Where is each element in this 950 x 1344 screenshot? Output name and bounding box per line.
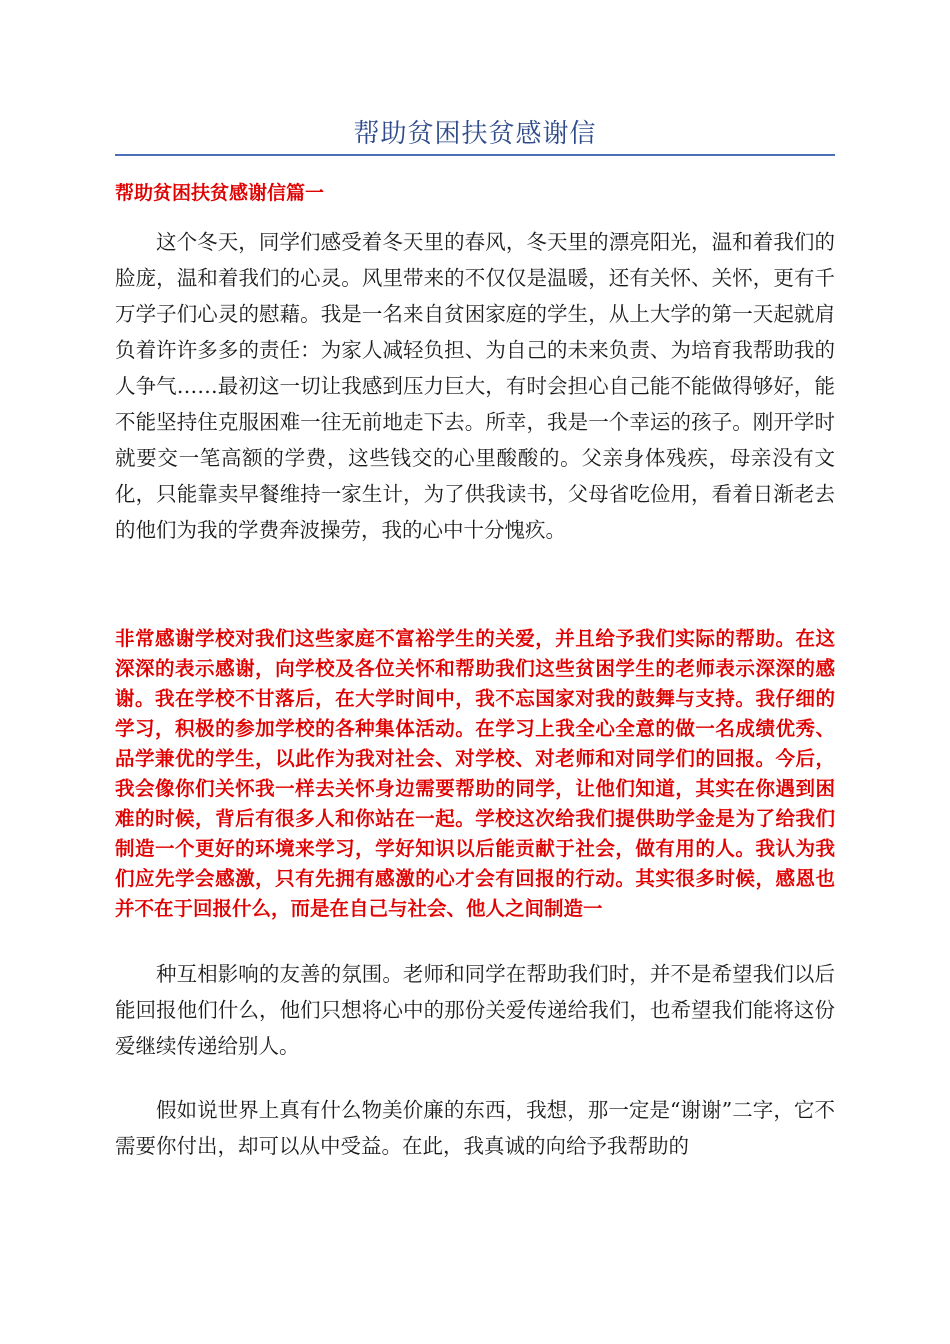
highlighted-paragraph: 非常感谢学校对我们这些家庭不富裕学生的关爱，并且给予我们实际的帮助。在这深深的表示感谢，向学校及各位关怀和帮助我们这些贫困学生的老师表示深深的感谢。我在学校不甘落后，在大学时间中，我不忘国家对我的鼓舞与支持。我仔细的学习，积极的参加学校的各种集体活动。在学习上我全心全意的做一名成绩优秀、品学兼优的学生，以此作为我对社会、对学校、对老师和对同学们的回报。今后，我会像你们关怀我一样去关怀身边需要帮助的同学，让他们知道，其实在你遇到困难的时候，背后有很多人和你站在一起。学校这次给我们提供助学金是为了给我们制造一个更好的环境来学习，学好知识以后能贡献于社会，做有用的人。我认为我们应先学会感激，只有先拥有感激的心才会有回报的行动。其实很多时候，感恩也并不在于回报什么，而是在自己与社会、他人之间制造一 <box>115 627 835 920</box>
body-paragraph-1: 这个冬天，同学们感受着冬天里的春风，冬天里的漂亮阳光，温和着我们的脸庞，温和着我们的心灵。风里带来的不仅仅是温暖，还有关怀、关怀，更有千万学子们心灵的慰藉。我是一名来自贫困家庭的学生，从上大学的第一天起就肩负着许许多多的责任：为家人减轻负担、为自己的未来负责、为培育我帮助我的人争气……最初这一切让我感到压力巨大，有时会担心自己能不能做得够好，能不能坚持住克服困难一往无前地走下去。所幸，我是一个幸运的孩子。刚开学时就要交一笔高额的学费，这些钱交的心里酸酸的。父亲身体残疾，母亲没有文化，只能靠卖早餐维持一家生计，为了供我读书，父母省吃俭用，看着日渐老去的他们为我的学费奔波操劳，我的心中十分愧疚。 <box>115 230 835 542</box>
page-title: 帮助贫困扶贫感谢信 <box>353 119 597 149</box>
title-divider <box>115 154 835 156</box>
section-heading: 帮助贫困扶贫感谢信篇一 <box>115 182 325 204</box>
body-paragraph-3: 种互相影响的友善的氛围。老师和同学在帮助我们时，并不是希望我们以后能回报他们什么，他们只想将心中的那份关爱传递给我们，也希望我们能将这份爱继续传递给别人。 <box>115 962 835 1058</box>
body-paragraph-4: 假如说世界上真有什么物美价廉的东西，我想，那一定是“谢谢”二字，它不需要你付出，却可以从中受益。在此，我真诚的向给予我帮助的 <box>115 1098 835 1158</box>
